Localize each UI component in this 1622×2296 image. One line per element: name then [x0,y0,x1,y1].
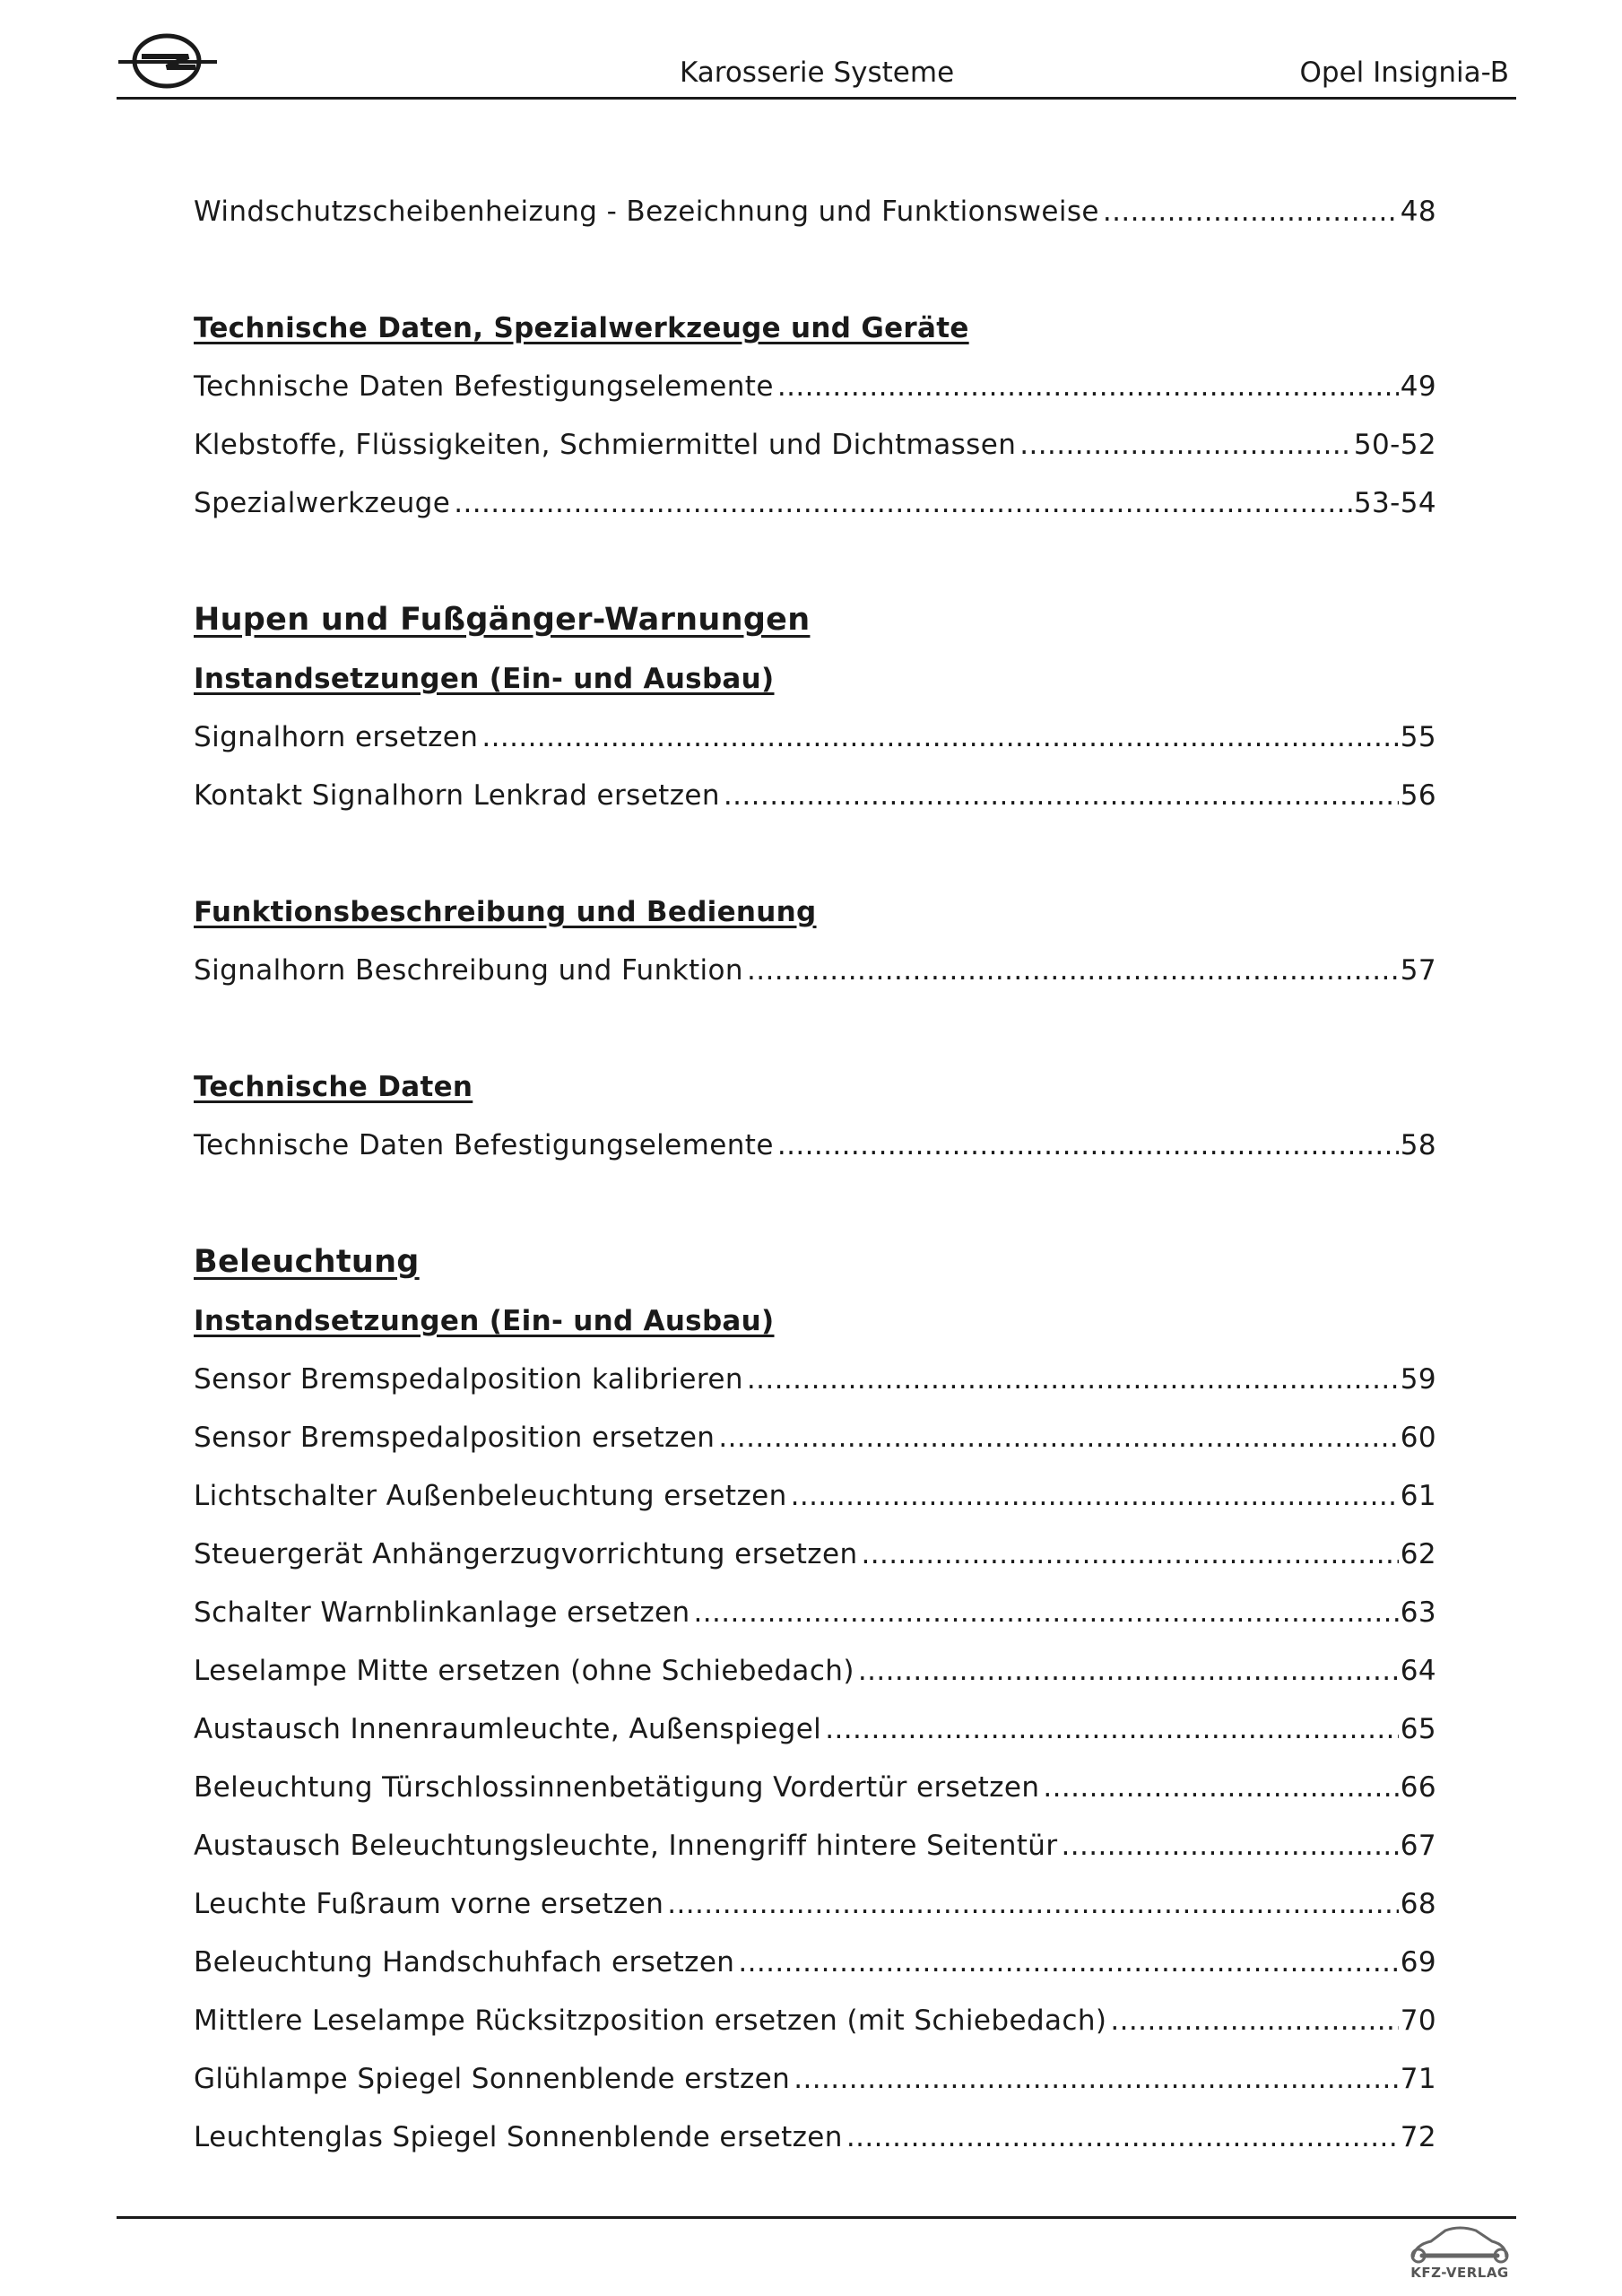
toc-entry[interactable] [194,1418,1436,1476]
toc-entry-title: Spezialwerkzeuge [194,487,451,519]
toc-leader-dots [738,1943,1398,1982]
toc-entry-title: Lichtschalter Außenbeleuchtung ersetzen [194,1480,787,1512]
toc-leader-dots [1103,192,1399,231]
toc-entry-page: 72 [1400,2121,1436,2153]
toc-entry[interactable] [194,192,1436,250]
toc-entry-page: 64 [1400,1655,1436,1687]
toc-leader-dots [718,1418,1398,1457]
toc-entry-title: Austausch Innenraumleuchte, Außenspiegel [194,1713,822,1745]
toc-leader-dots [724,776,1399,815]
page-header [117,27,1516,100]
toc-entry-page: 69 [1400,1946,1436,1979]
toc-entry-page: 71 [1400,2063,1436,2095]
toc-entry-page: 70 [1400,2005,1436,2037]
toc-entry[interactable] [194,1709,1436,1768]
toc-section-title: Hupen und Fußgänger-Warnungen [194,602,811,638]
toc-entry-page: 61 [1400,1480,1436,1512]
toc-entry[interactable] [194,1768,1436,1826]
toc-entry-page: 65 [1400,1713,1436,1745]
toc-entry[interactable] [194,1476,1436,1535]
toc-entry[interactable] [194,1651,1436,1709]
toc-entry-page: 56 [1400,779,1436,812]
toc-entry-title: Sensor Bremspedalposition ersetzen [194,1422,716,1454]
toc-entry-page: 58 [1400,1129,1436,1161]
toc-subheading: Instandsetzungen (Ein- und Ausbau) [194,663,775,695]
toc-entry-title: Steuergerät Anhängerzugvorrichtung ersetzen [194,1538,858,1570]
spacer [194,834,1436,892]
toc-leader-dots [667,1884,1399,1924]
spacer [194,1009,1436,1067]
toc-entry[interactable] [194,1884,1436,1943]
toc-subheading: Instandsetzungen (Ein- und Ausbau) [194,1305,775,1337]
toc-entry-title: Mittlere Leselampe Rücksitzposition ersetzen (mit Schiebedach) [194,2005,1107,2037]
toc-entry-title: Technische Daten Befestigungselemente [194,370,774,403]
publisher-name: KFZ-VERLAG [1410,2265,1509,2281]
toc-entry-page: 63 [1400,1596,1436,1629]
toc-entry-title: Glühlampe Spiegel Sonnenblende erstzen [194,2063,791,2095]
toc-entry-title: Kontakt Signalhorn Lenkrad ersetzen [194,779,720,812]
toc-entry-title: Austausch Beleuchtungsleuchte, Innengriff hintere Seitentür [194,1830,1058,1862]
toc-leader-dots [825,1709,1399,1749]
toc-entry-page: 55 [1400,721,1436,753]
toc-entry-title: Sensor Bremspedalposition kalibrieren [194,1363,743,1396]
toc-entry-list [194,1360,1436,2176]
header-section-title: Karosserie Systeme [680,57,955,89]
toc-entry-page: 49 [1400,370,1436,403]
toc-entry-page: 53-54 [1353,487,1436,519]
toc-entry-page: 48 [1400,196,1436,228]
toc-entry[interactable] [194,1126,1436,1184]
toc-entry-page: 62 [1400,1538,1436,1570]
toc-entry[interactable] [194,2118,1436,2176]
toc-subheading: Funktionsbeschreibung und Bedienung [194,896,817,928]
toc-leader-dots [747,1360,1399,1399]
toc-leader-dots [777,367,1399,406]
toc-leader-dots [454,483,1352,523]
spacer [194,542,1436,600]
toc-entry-title: Schalter Warnblinkanlage ersetzen [194,1596,690,1629]
toc-leader-dots [862,1535,1399,1574]
toc-entry-page: 60 [1400,1422,1436,1454]
header-vehicle-title: Opel Insignia-B [1299,57,1509,89]
toc-leader-dots [1043,1768,1398,1807]
toc-entry-title: Beleuchtung Türschlossinnenbetätigung Vordertür ersetzen [194,1771,1040,1804]
toc-entry[interactable] [194,483,1436,542]
toc-entry[interactable] [194,2059,1436,2118]
toc-entry[interactable] [194,718,1436,776]
toc-leader-dots [481,718,1398,757]
toc-leader-dots [747,951,1399,990]
toc-leader-dots [846,2118,1399,2157]
toc-entry-page: 57 [1400,954,1436,987]
toc-entry-page: 68 [1400,1888,1436,1920]
toc-entry-page: 50-52 [1353,429,1436,461]
toc-entry-title: Signalhorn Beschreibung und Funktion [194,954,743,987]
toc-entry[interactable] [194,1943,1436,2001]
toc-entry[interactable] [194,1535,1436,1593]
toc-leader-dots [1061,1826,1398,1866]
toc-entry[interactable] [194,425,1436,483]
toc-entry[interactable] [194,951,1436,1009]
toc-leader-dots [777,1126,1399,1165]
toc-leader-dots [794,2059,1399,2099]
toc-entry-title: Leselampe Mitte ersetzen (ohne Schiebedach) [194,1655,854,1687]
toc-entry[interactable] [194,1360,1436,1418]
toc-subheading: Technische Daten [194,1071,473,1103]
toc-leader-dots [1019,425,1352,465]
toc-leader-dots [1110,2001,1398,2040]
car-wrench-logo-icon [1406,2223,1514,2266]
opel-blitz-logo-icon [117,27,220,95]
spacer [194,250,1436,309]
table-of-contents [194,192,1436,2176]
toc-entry-page: 67 [1400,1830,1436,1862]
spacer [194,1184,1436,1242]
footer-rule [117,2216,1516,2219]
toc-leader-dots [791,1476,1399,1516]
toc-entry[interactable] [194,1826,1436,1884]
toc-entry-page: 59 [1400,1363,1436,1396]
toc-section-title: Beleuchtung [194,1244,420,1280]
toc-entry[interactable] [194,776,1436,834]
toc-entry-title: Leuchtenglas Spiegel Sonnenblende ersetzen [194,2121,843,2153]
toc-entry-title: Signalhorn ersetzen [194,721,479,753]
toc-entry-page: 66 [1400,1771,1436,1804]
toc-entry[interactable] [194,367,1436,425]
toc-entry-title: Technische Daten Befestigungselemente [194,1129,774,1161]
toc-entry[interactable] [194,2001,1436,2059]
toc-subheading: Technische Daten, Spezialwerkzeuge und Geräte [194,312,969,344]
toc-leader-dots [858,1651,1399,1691]
publisher-logo [1406,2223,1514,2292]
toc-entry-title: Klebstoffe, Flüssigkeiten, Schmiermittel und Dichtmassen [194,429,1017,461]
toc-entry-title: Leuchte Fußraum vorne ersetzen [194,1888,664,1920]
toc-leader-dots [694,1593,1399,1632]
toc-entry-title: Windschutzscheibenheizung - Bezeichnung und Funktionsweise [194,196,1099,228]
toc-entry-title: Beleuchtung Handschuhfach ersetzen [194,1946,735,1979]
toc-entry[interactable] [194,1593,1436,1651]
